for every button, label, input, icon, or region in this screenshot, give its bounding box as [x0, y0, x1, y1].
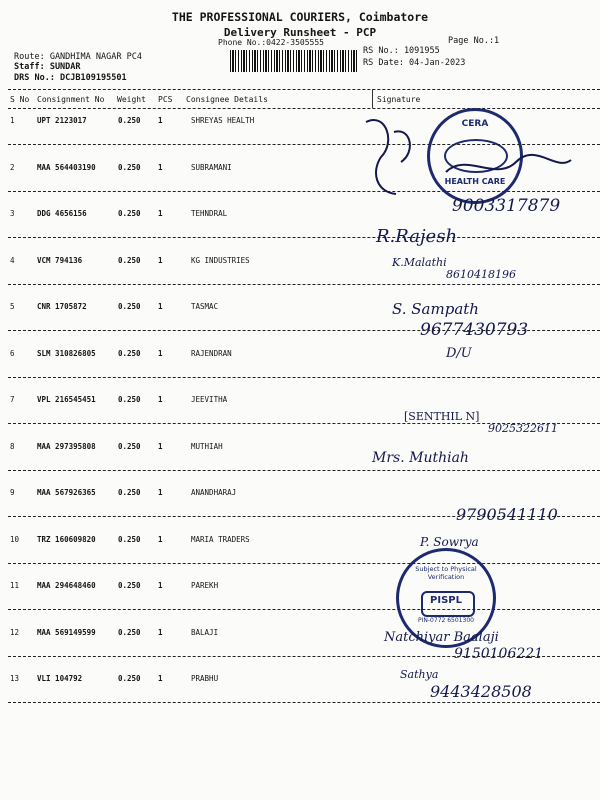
page-number: Page No.:1 [448, 36, 500, 46]
stamp-center-text: PISPL [430, 595, 462, 606]
handwritten-phone-row6: 9677430793 [420, 320, 529, 340]
row-consignment: MAA 569149599 [37, 627, 96, 637]
row-consignment: VPL 216545451 [37, 395, 96, 404]
row-separator [8, 237, 600, 238]
col-consignment: Consignment No [37, 95, 105, 104]
row-pcs: 1 [158, 441, 163, 451]
row-weight: 0.250 [118, 674, 141, 683]
phone-number: Phone No.:0422-3505555 [218, 38, 324, 47]
row-consignee: MARIA TRADERS [191, 534, 250, 544]
row-consignee: BALAJI [191, 627, 219, 637]
row-weight: 0.250 [118, 534, 141, 544]
row-consignee: SHREYAS HEALTH [191, 116, 255, 125]
row-sno: 6 [10, 348, 15, 358]
row-consignee: SUBRAMANI [191, 162, 232, 172]
handwritten-phone-row12: 9150106221 [454, 646, 544, 662]
row-sno: 9 [10, 488, 15, 497]
col-weight: Weight [117, 95, 146, 104]
row-weight: 0.250 [118, 488, 141, 497]
row-separator [8, 284, 600, 285]
row-weight: 0.250 [118, 302, 141, 311]
row-weight: 0.250 [118, 441, 141, 451]
drs-number: DRS No.: DCJB109195501 [14, 73, 127, 83]
handwritten-name-row5: S. Sampath [392, 300, 479, 318]
row-pcs: 1 [158, 209, 163, 218]
row-consignee: MUTHIAH [191, 441, 223, 451]
sheet-title: Delivery Runsheet - PCP [223, 26, 377, 39]
handwritten-phone-row9: 9790541110 [456, 505, 558, 524]
row-separator [8, 656, 600, 657]
row-separator [8, 609, 600, 610]
row-consignment: SLM 310826805 [37, 348, 96, 358]
row-consignment: MAA 297395808 [37, 441, 96, 451]
row-consignment: UPT 2123017 [37, 116, 87, 125]
handwritten-phone-row4: 8610418196 [446, 268, 516, 281]
row-pcs: 1 [158, 627, 163, 637]
row-consignee: RAJENDRAN [191, 348, 232, 358]
row-sno: 10 [10, 534, 20, 544]
row-consignment: VCM 794136 [37, 255, 83, 265]
row-pcs: 1 [158, 674, 163, 683]
signature-scribble-row1 [356, 112, 576, 202]
handwritten-name-row10: P. Sowrya [420, 535, 479, 549]
row-separator [8, 191, 600, 192]
row-consignment: VLI 104792 [37, 674, 83, 683]
handwritten-name-row12: Natchiyar Baalaji [384, 630, 499, 645]
row-sno: 1 [10, 116, 15, 125]
col-pcs: PCS [158, 95, 173, 104]
row-consignment: CNR 1705872 [37, 302, 87, 311]
table-header-line [8, 108, 600, 109]
staff-label: Staff: SUNDAR [14, 62, 81, 72]
row-consignee: JEEVITHA [191, 395, 228, 404]
row-separator [8, 702, 600, 703]
col-signature: Signature [377, 95, 421, 104]
row-pcs: 1 [158, 116, 163, 125]
row-pcs: 1 [158, 395, 163, 404]
row-sno: 4 [10, 255, 15, 265]
stamp-code-text: PIN-0772 6501300 [418, 617, 474, 624]
row-separator [8, 377, 600, 378]
row-weight: 0.250 [118, 348, 141, 358]
handwritten-phone-row13: 9443428508 [430, 682, 532, 701]
row-sno: 8 [10, 441, 15, 451]
row-separator [8, 563, 600, 564]
stamp-ring-text: Subject to Physical Verification [415, 565, 477, 581]
row-weight: 0.250 [118, 255, 141, 265]
row-pcs: 1 [158, 348, 163, 358]
row-consignment: TRZ 160609820 [37, 534, 96, 544]
row-consignment: MAA 294648460 [37, 581, 96, 590]
table-top-line [8, 89, 600, 90]
barcode-image [230, 50, 358, 72]
stamp-top-text: CERA [461, 119, 489, 129]
row-separator [8, 516, 600, 517]
handwritten-mark-row6: D/U [446, 346, 472, 361]
handwritten-phone-row7: 9025322611 [488, 422, 558, 435]
row-pcs: 1 [158, 488, 163, 497]
row-weight: 0.250 [118, 627, 141, 637]
col-consignee: Consignee Details [186, 95, 268, 104]
handwritten-phone-row3: 9003317879 [452, 196, 561, 216]
row-consignee: TASMAC [191, 302, 219, 311]
row-sno: 7 [10, 395, 15, 404]
row-sno: 12 [10, 627, 20, 637]
row-separator [8, 330, 600, 331]
handwritten-name-row8: Mrs. Muthiah [372, 450, 469, 466]
row-sno: 11 [10, 581, 20, 590]
company-title: THE PROFESSIONAL COURIERS, Coimbatore [171, 10, 429, 24]
route-label: Route: GANDHIMA NAGAR PC4 [14, 52, 142, 62]
row-consignment: MAA 567926365 [37, 488, 96, 497]
row-consignee: KG INDUSTRIES [191, 255, 250, 265]
row-weight: 0.250 [118, 581, 141, 590]
handwritten-name-row4b: K.Malathi [392, 256, 447, 269]
row-pcs: 1 [158, 534, 163, 544]
row-separator [8, 470, 600, 471]
row-weight: 0.250 [118, 162, 141, 172]
row-separator [8, 144, 600, 145]
rs-number: RS No.: 1091955 [363, 46, 440, 56]
row-consignee: TEHNDRAL [191, 209, 228, 218]
rs-date: RS Date: 04-Jan-2023 [363, 58, 466, 68]
handwritten-name-row7: [SENTHIL N] [404, 410, 480, 423]
handwritten-name-row4: R.Rajesh [376, 226, 458, 247]
row-consignment: DDG 4656156 [37, 209, 87, 218]
handwritten-name-row13: Sathya [400, 668, 439, 681]
row-pcs: 1 [158, 302, 163, 311]
row-weight: 0.250 [118, 209, 141, 218]
stamp-bottom-text: HEALTH CARE [444, 177, 506, 186]
row-pcs: 1 [158, 581, 163, 590]
row-separator [8, 423, 600, 424]
row-sno: 5 [10, 302, 15, 311]
row-consignment: MAA 564403190 [37, 162, 96, 172]
row-sno: 13 [10, 674, 20, 683]
row-weight: 0.250 [118, 116, 141, 125]
row-pcs: 1 [158, 162, 163, 172]
row-pcs: 1 [158, 255, 163, 265]
row-consignee: PAREKH [191, 581, 219, 590]
row-weight: 0.250 [118, 395, 141, 404]
row-sno: 2 [10, 162, 15, 172]
signature-divider [372, 89, 373, 108]
row-sno: 3 [10, 209, 15, 218]
col-sno: S No [10, 95, 30, 104]
row-consignee: ANANDHARAJ [191, 488, 237, 497]
row-consignee: PRABHU [191, 674, 219, 683]
